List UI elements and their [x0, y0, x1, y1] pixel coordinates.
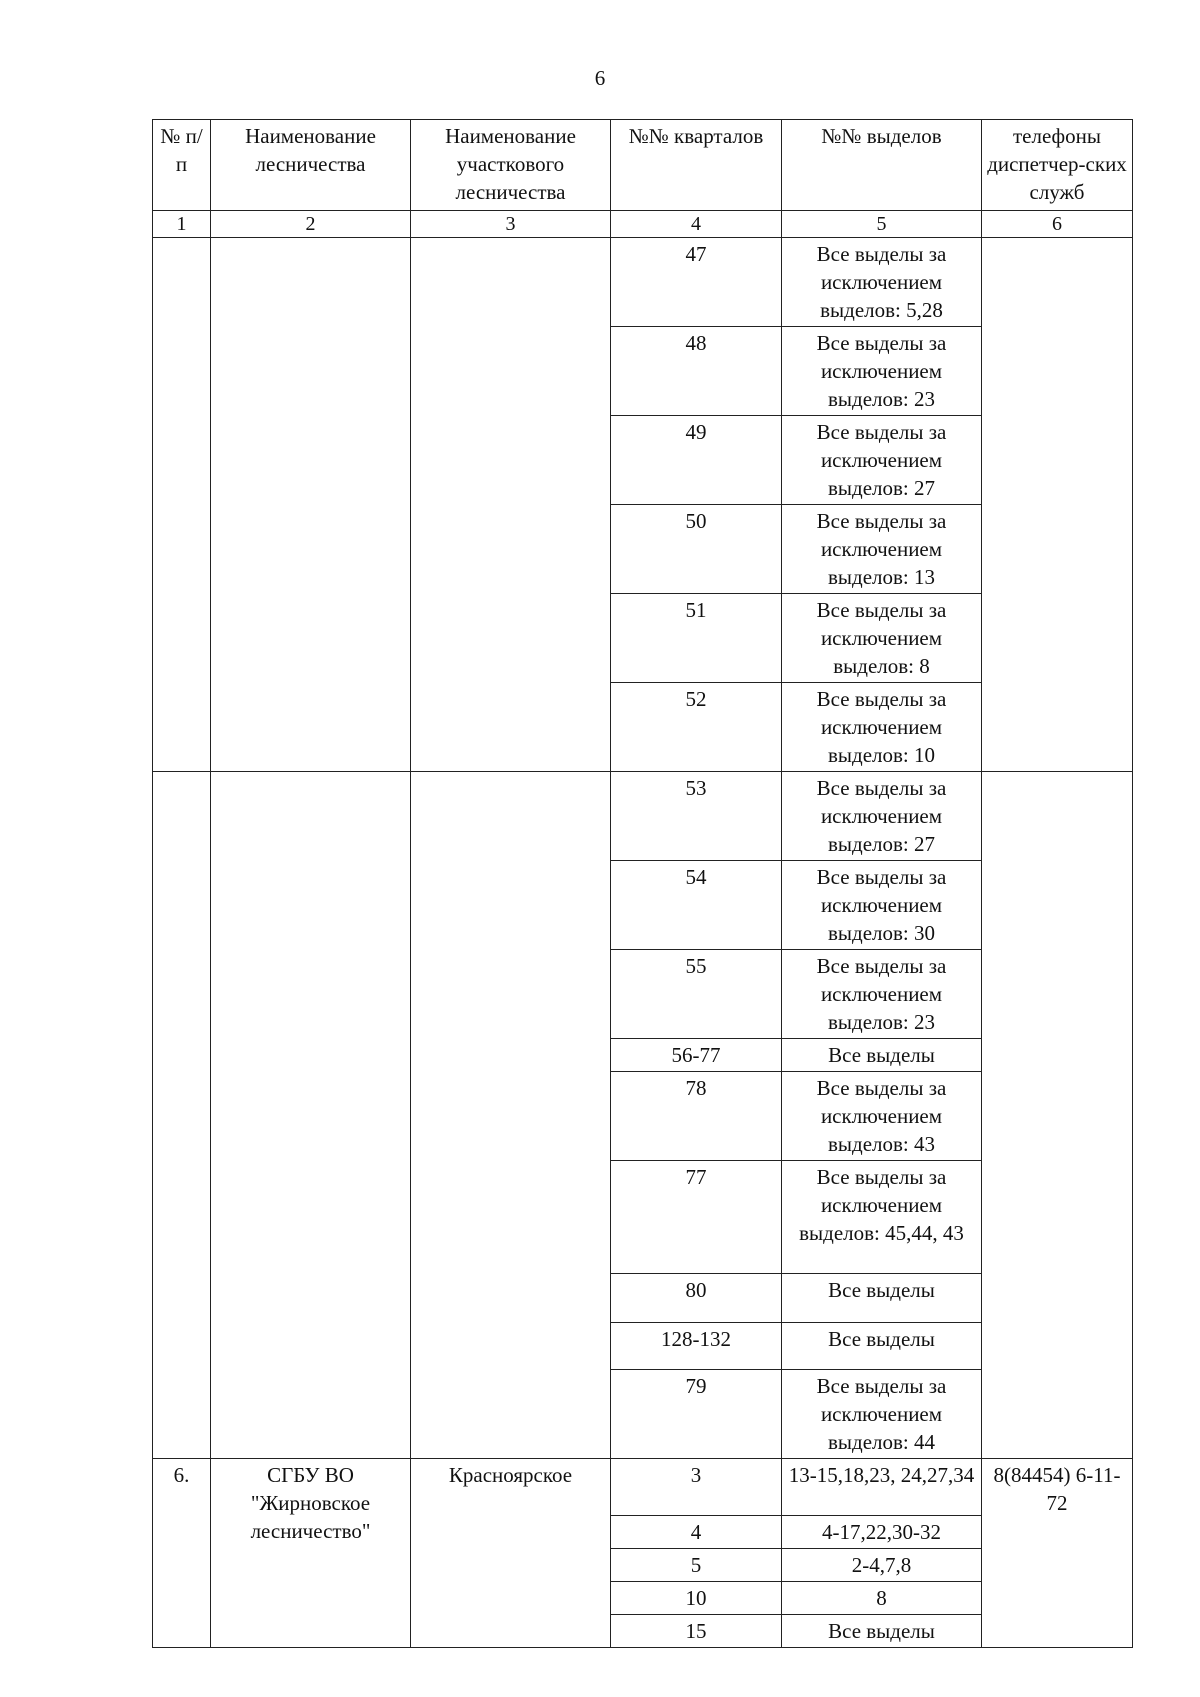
- quarter-cell: 49: [611, 416, 782, 505]
- district-cell: [411, 772, 611, 1459]
- plots-cell: Все выделы: [782, 1323, 982, 1370]
- header-district: Наименование участкового лесничества: [411, 120, 611, 211]
- plots-cell: Все выделы за исключением выделов: 44: [782, 1370, 982, 1459]
- column-number: 5: [782, 211, 982, 238]
- quarter-cell: 51: [611, 594, 782, 683]
- row-number-cell: [153, 772, 211, 1459]
- quarter-cell: 80: [611, 1274, 782, 1323]
- district-cell: Красноярское: [411, 1459, 611, 1648]
- plots-cell: Все выделы за исключением выделов: 45,44, 43: [782, 1161, 982, 1274]
- quarter-cell: 78: [611, 1072, 782, 1161]
- quarter-cell: 54: [611, 861, 782, 950]
- plots-cell: 13-15,18,23, 24,27,34: [782, 1459, 982, 1516]
- table-row: [153, 238, 1133, 327]
- quarter-cell: 77: [611, 1161, 782, 1274]
- header-phones: телефоны диспетчер-ских служб: [982, 120, 1133, 211]
- quarter-cell: 48: [611, 327, 782, 416]
- phone-cell: [982, 238, 1133, 772]
- quarter-cell: 55: [611, 950, 782, 1039]
- district-cell: [411, 238, 611, 772]
- table-row: [153, 1459, 1133, 1516]
- column-number: 6: [982, 211, 1133, 238]
- header-forestry: Наименование лесничества: [211, 120, 411, 211]
- header-quarters: №№ кварталов: [611, 120, 782, 211]
- phone-cell: [982, 772, 1133, 1459]
- plots-cell: Все выделы за исключением выделов: 8: [782, 594, 982, 683]
- row-number-cell: 6.: [153, 1459, 211, 1648]
- quarter-cell: 50: [611, 505, 782, 594]
- plots-cell: Все выделы за исключением выделов: 30: [782, 861, 982, 950]
- column-number: 1: [153, 211, 211, 238]
- quarter-cell: 3: [611, 1459, 782, 1516]
- forestry-table: [152, 119, 1133, 1648]
- plots-cell: Все выделы за исключением выделов: 5,28: [782, 238, 982, 327]
- plots-cell: Все выделы за исключением выделов: 13: [782, 505, 982, 594]
- plots-cell: Все выделы: [782, 1039, 982, 1072]
- quarter-cell: 15: [611, 1615, 782, 1648]
- plots-cell: Все выделы за исключением выделов: 43: [782, 1072, 982, 1161]
- plots-cell: Все выделы за исключением выделов: 27: [782, 772, 982, 861]
- plots-cell: 2-4,7,8: [782, 1549, 982, 1582]
- column-number: 2: [211, 211, 411, 238]
- quarter-cell: 10: [611, 1582, 782, 1615]
- table-row: [153, 772, 1133, 861]
- quarter-cell: 56-77: [611, 1039, 782, 1072]
- quarter-cell: 53: [611, 772, 782, 861]
- header-number: № п/п: [153, 120, 211, 211]
- plots-cell: 8: [782, 1582, 982, 1615]
- plots-cell: Все выделы за исключением выделов: 23: [782, 327, 982, 416]
- quarter-cell: 128-132: [611, 1323, 782, 1370]
- page-number: 6: [594, 66, 606, 90]
- forestry-cell: СГБУ ВО "Жирновское лесничество": [211, 1459, 411, 1648]
- header-row: [153, 120, 1133, 211]
- phone-cell: 8(84454) 6-11-72: [982, 1459, 1133, 1648]
- column-number-row: [153, 211, 1133, 238]
- quarter-cell: 47: [611, 238, 782, 327]
- row-number-cell: [153, 238, 211, 772]
- column-number: 3: [411, 211, 611, 238]
- quarter-cell: 79: [611, 1370, 782, 1459]
- plots-cell: Все выделы за исключением выделов: 23: [782, 950, 982, 1039]
- plots-cell: Все выделы за исключением выделов: 27: [782, 416, 982, 505]
- plots-cell: Все выделы: [782, 1615, 982, 1648]
- quarter-cell: 4: [611, 1516, 782, 1549]
- forestry-cell: [211, 772, 411, 1459]
- header-plots: №№ выделов: [782, 120, 982, 211]
- plots-cell: Все выделы: [782, 1274, 982, 1323]
- plots-cell: 4-17,22,30-32: [782, 1516, 982, 1549]
- forestry-cell: [211, 238, 411, 772]
- quarter-cell: 52: [611, 683, 782, 772]
- quarter-cell: 5: [611, 1549, 782, 1582]
- plots-cell: Все выделы за исключением выделов: 10: [782, 683, 982, 772]
- column-number: 4: [611, 211, 782, 238]
